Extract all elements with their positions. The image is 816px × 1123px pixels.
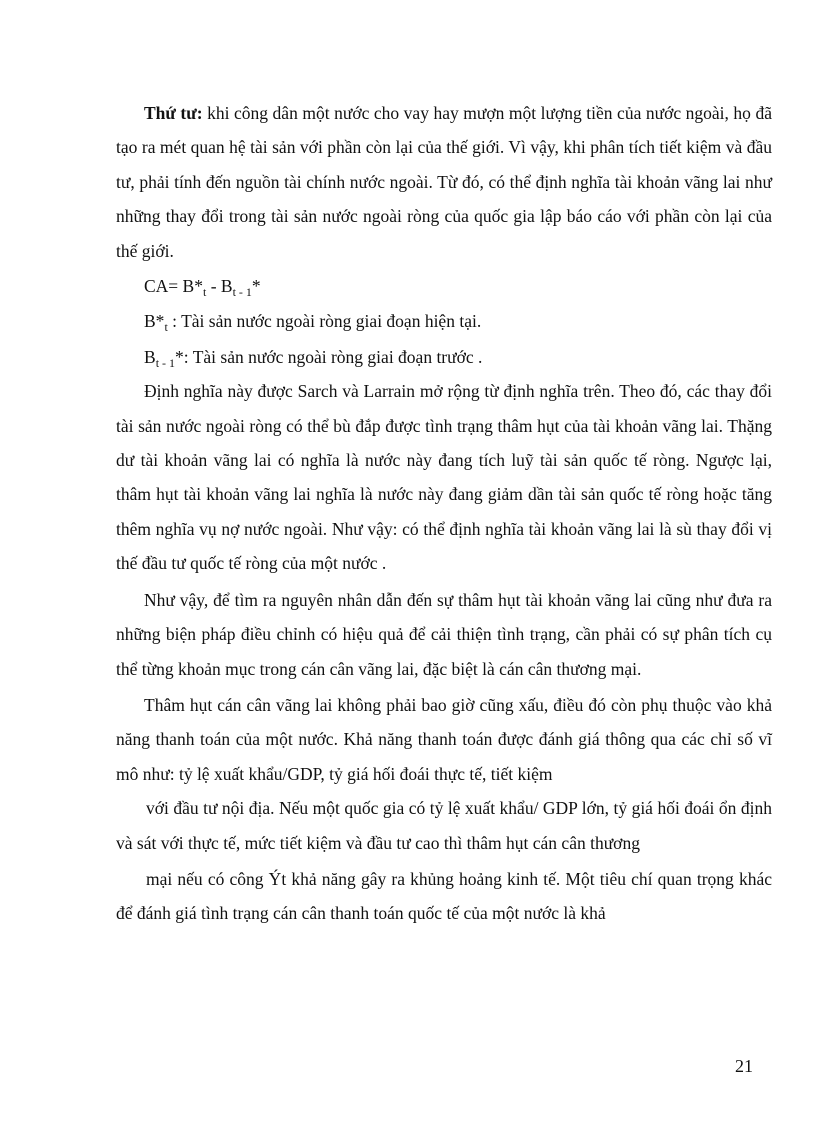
paragraph-3: Như vậy, để tìm ra nguyên nhân dẫn đến sự thâm hụt tài khoản vãng lai cũng như đưa ra những biện pháp điều chỉnh có hiệu quả để cải thiện tình trạng, cần phải có sự phân tích cụ thể từng khoản mục trong cán cân vãng lai, đặc biệt là cán cân thương mại. [116,589,772,679]
page-number: 21 [735,1056,753,1076]
definition-bt [116,304,772,338]
paragraph-5: với đầu tư nội địa. Nếu một quốc gia có tỷ lệ xuất khẩu/ GDP lớn, tỷ giá hối đoái ổn định và sát với thực tế, mức tiết kiệm và đầu tư cao thì thâm hụt cán cân thương [116,798,772,853]
definition-bt1 [116,340,772,374]
definition-bt1-symbol: B [144,346,156,367]
paragraph-2: Định nghĩa này được Sarch và Larrain mở rộng từ định nghĩa trên. Theo đó, các thay đổi tài sản nước ngoài ròng có thể bù đắp được tình trạng thâm hụt của tài khoản vãng lai. Thặng dư tài khoản vãng lai có nghĩa là nước này đang tích luỹ tài sản quốc tế ròng. Ngược lại, thâm hụt tài khoản vãng lai nghĩa là nước này đang giảm dần tài sản quốc tế ròng hoặc tăng thêm nghĩa vụ nợ nước ngoài. Như vậy: có thể định nghĩa tài khoản vãng lai là sù thay đổi vị thế đầu tư quốc tế ròng của một nước . [116,381,772,574]
paragraph-4: Thâm hụt cán cân vãng lai không phải bao giờ cũng xấu, điều đó còn phụ thuộc vào khả năng thanh toán của một nước. Khả năng thanh toán được đánh giá thông qua các chỉ số vĩ mô như: tỷ lệ xuất khẩu/GDP, tỷ giá hối đoái thực tế, tiết kiệm [116,694,772,784]
paragraph-1 [116,96,772,268]
formula-ca-sub: t [202,285,207,300]
paragraph-1-lead: Thứ tư: [144,103,203,123]
definition-bt1-sub: t - 1 [155,355,176,370]
formula-ca-part: * [251,276,261,297]
formula-ca [116,269,772,303]
definition-bt-text: : Tài sản nước ngoài ròng giai đoạn hiện tại. [167,311,482,332]
paragraph-6: mại nếu có công Ýt khả năng gây ra khủng hoảng kinh tế. Một tiêu chí quan trọng khác để đánh giá tình trạng cán cân thanh toán quốc tế của một nước là khả [116,868,772,924]
paragraph-1-text: khi công dân một nước cho vay hay mượn một lượng tiền của nước ngoài, họ đã tạo ra mét quan hệ tài sản với phần còn lại của thế giới. Vì vậy, khi phân tích tiết kiệm và đầu tư, phải tính đến nguồn tài chính nước ngoài. Từ đó, có thể định nghĩa tài khoản vãng lai như những thay đổi trong tài sản nước ngoài ròng của quốc gia lập báo cáo với phần còn lại của thế giới. [116,103,772,261]
definition-bt1-text: *: Tài sản nước ngoài ròng giai đoạn trước . [175,346,483,367]
formula-ca-sub: t - 1 [232,285,252,300]
formula-ca-part: CA= B* [144,276,203,297]
definition-bt-symbol: B* [144,311,165,332]
body-text [116,96,772,931]
definition-bt-sub: t [164,320,168,335]
formula-ca-part: - B [206,276,233,297]
